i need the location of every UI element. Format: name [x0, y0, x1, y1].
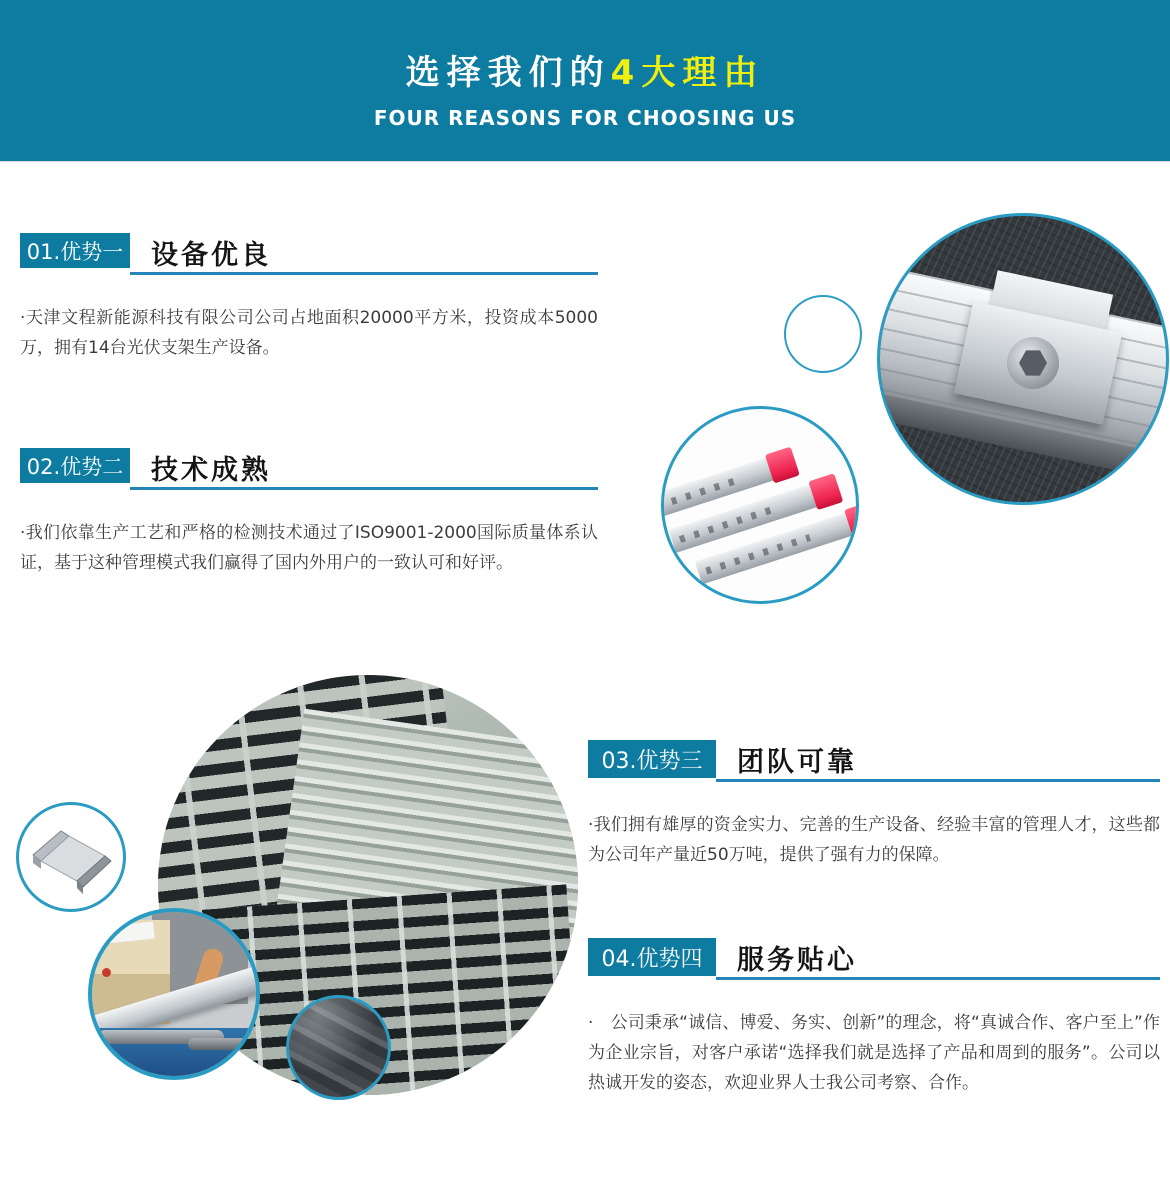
section-1-heading: 设备优良 — [151, 240, 271, 271]
section-advantage-2 — [20, 448, 598, 578]
u-channel-drawing — [19, 805, 123, 909]
section-2-underline — [130, 448, 598, 490]
section-2-header-row — [20, 448, 598, 490]
section-4-underline — [716, 938, 1160, 980]
section-3-body: ·我们拥有雄厚的资金实力、完善的生产设备、经验丰富的管理人才，这些都为公司年产量近50万吨，提供了强有力的保障。 — [588, 815, 1160, 865]
section-1-underline — [130, 233, 598, 275]
machine-photo-circle — [88, 908, 260, 1080]
section-2-heading: 技术成熟 — [151, 455, 271, 486]
section-advantage-4 — [588, 938, 1160, 1098]
section-4-header-row — [588, 938, 1160, 980]
section-4-badge: 04.优势四 — [588, 938, 716, 976]
steel-bundle-photo-circle — [286, 995, 391, 1100]
machine-roller — [188, 1038, 248, 1050]
decorative-outline-circle — [784, 295, 862, 373]
section-3-heading: 团队可靠 — [737, 747, 857, 778]
solar-clamp-photo-circle — [877, 213, 1169, 505]
section-4-heading: 服务贴心 — [737, 945, 857, 976]
header-band — [0, 0, 1170, 162]
section-1-header-row — [20, 233, 598, 275]
section-1-badge: 01.优势一 — [20, 233, 130, 268]
page-title-accent: 4大理由 — [610, 53, 765, 93]
section-3-badge: 03.优势三 — [588, 740, 716, 778]
page-title-main: 选择我们的 — [405, 53, 611, 93]
section-advantage-1 — [20, 233, 598, 363]
section-2-body: ·我们依靠生产工艺和严格的检测技术通过了ISO9001-2000国际质量体系认证，基于这种管理模式我们赢得了国内外用户的一致认可和好评。 — [20, 523, 598, 573]
section-3-underline — [716, 740, 1160, 782]
angle-steel-photo-circle — [661, 406, 859, 604]
machine-red-button — [102, 968, 111, 977]
section-1-body: ·天津文程新能源科技有限公司公司占地面积20000平方米，投资成本5000万，拥有14台光伏支架生产设备。 — [20, 308, 598, 358]
section-4-body: · 公司秉承“诚信、博爱、务实、创新”的理念，将“真诚合作、客户至上”作为企业宗旨，对客户承诺“选择我们就是选择了产品和周到的服务”。公司以热诚开发的姿态，欢迎业界人士我公司考察、合作。 — [588, 1013, 1160, 1093]
page-subtitle: FOUR REASONS FOR CHOOSING US — [373, 106, 797, 130]
section-advantage-3 — [588, 740, 1160, 870]
section-3-header-row — [588, 740, 1160, 782]
page-title — [406, 45, 765, 94]
section-2-badge: 02.优势二 — [20, 448, 130, 483]
u-channel-photo-circle — [16, 802, 126, 912]
